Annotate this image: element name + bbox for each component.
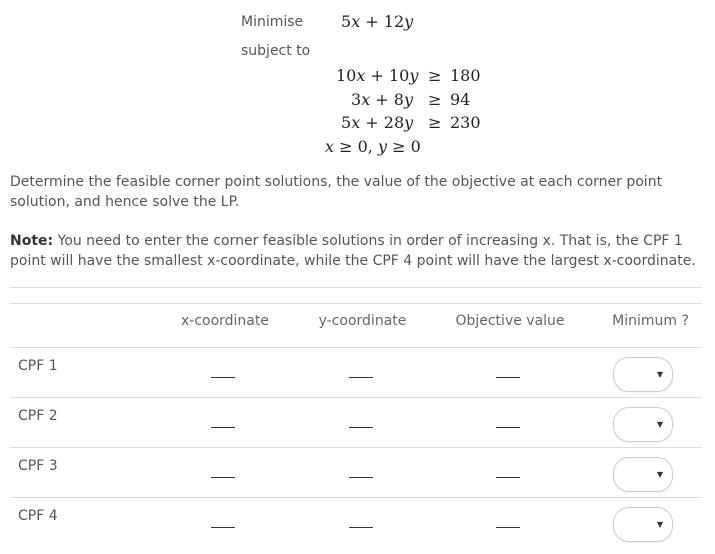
- chevron-down-icon: ▼: [656, 370, 663, 379]
- constraint-3: 5x + 28y: [341, 113, 414, 132]
- constraint-2-rhs: ≥ 94: [428, 90, 471, 109]
- cpf2-objective-input[interactable]: [496, 427, 520, 428]
- table-top-border: [10, 303, 702, 304]
- cpf3-minimum-select[interactable]: [613, 457, 673, 492]
- constraint-2: 3x + 8y: [351, 90, 414, 109]
- cpf1-x-input[interactable]: [211, 377, 235, 378]
- cpf4-x-input[interactable]: [211, 527, 235, 528]
- cpf1-objective-input[interactable]: [496, 377, 520, 378]
- row-label-cpf1: CPF 1: [18, 358, 58, 374]
- cpf2-minimum-select[interactable]: [613, 407, 673, 442]
- header-x-coordinate: x-coordinate: [180, 313, 269, 329]
- cpf3-y-input[interactable]: [349, 477, 373, 478]
- cpf1-y-input[interactable]: [349, 377, 373, 378]
- cpf4-minimum-select[interactable]: [613, 507, 673, 542]
- constraint-3-rhs: ≥ 230: [428, 113, 481, 132]
- instructions-text: Determine the feasible corner point solutions, the value of the objective at each corner point solution, and hence solve the LP.: [10, 174, 663, 210]
- row-divider: [10, 497, 702, 498]
- header-minimum: Minimum ?: [612, 313, 689, 329]
- minimise-label: Minimise: [241, 14, 304, 30]
- note-label: Note:: [10, 233, 54, 249]
- chevron-down-icon: ▼: [656, 470, 663, 479]
- cpf2-y-input[interactable]: [349, 427, 373, 428]
- cpf4-y-input[interactable]: [349, 527, 373, 528]
- row-divider: [10, 397, 702, 398]
- cpf4-objective-input[interactable]: [496, 527, 520, 528]
- chevron-down-icon: ▼: [656, 520, 663, 529]
- constraint-1: 10x + 10y: [336, 66, 419, 85]
- cpf3-objective-input[interactable]: [496, 477, 520, 478]
- cpf2-x-input[interactable]: [211, 427, 235, 428]
- row-label-cpf2: CPF 2: [18, 408, 58, 424]
- header-objective-value: Objective value: [455, 313, 565, 329]
- cpf3-x-input[interactable]: [211, 477, 235, 478]
- row-label-cpf4: CPF 4: [18, 508, 58, 524]
- header-y-coordinate: y-coordinate: [318, 313, 407, 329]
- row-label-cpf3: CPF 3: [18, 458, 58, 474]
- constraint-1-rhs: ≥ 180: [428, 66, 481, 85]
- chevron-down-icon: ▼: [656, 420, 663, 429]
- divider: [10, 287, 702, 288]
- row-divider: [10, 447, 702, 448]
- nonnegativity-constraint: x ≥ 0, y ≥ 0: [325, 137, 421, 156]
- table-header-divider: [10, 347, 702, 348]
- note-paragraph: [10, 231, 705, 271]
- objective-function: 5x + 12y: [341, 12, 414, 31]
- note-text: You need to enter the corner feasible solutions in order of increasing x. That is, the CPF 1 point will have the smallest x-coordinate, while the CPF 4 point will have the largest x-coordinate.: [10, 233, 696, 269]
- subject-to-label: subject to: [241, 43, 311, 59]
- cpf1-minimum-select[interactable]: [613, 357, 673, 392]
